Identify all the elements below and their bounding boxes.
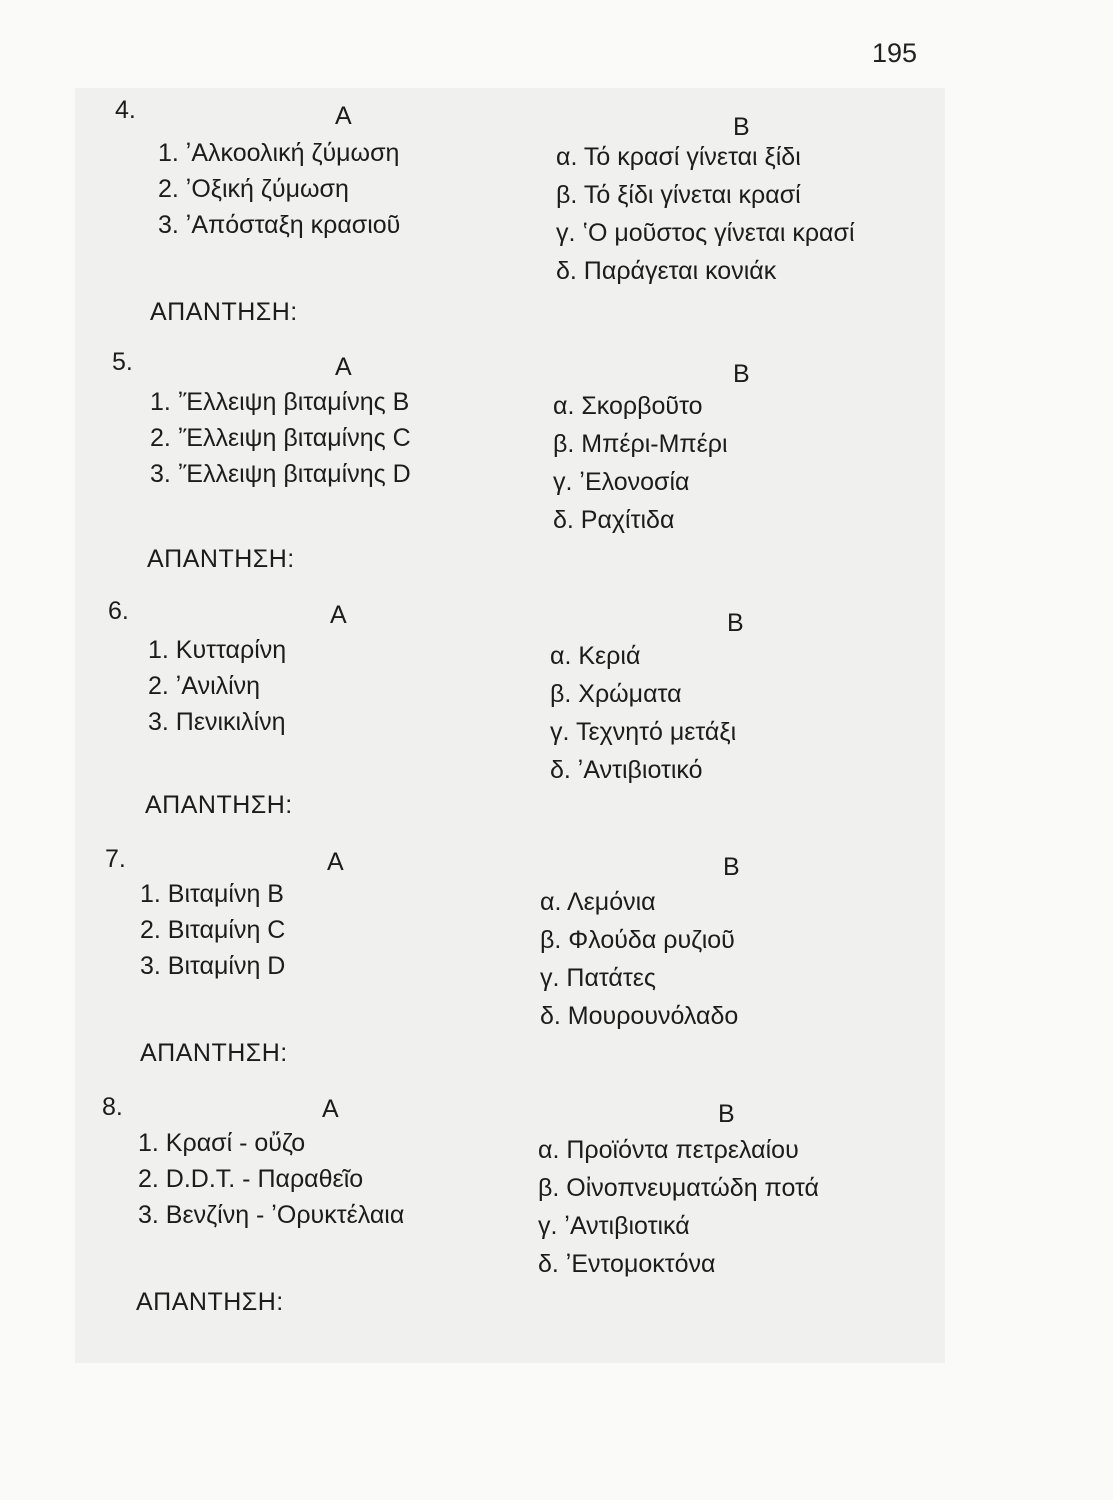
- list-item: 3. ʼΑπόσταξη κρασιοῦ: [158, 211, 401, 239]
- column-b-list: [550, 637, 736, 789]
- list-item: γ. ʼΑντιβιοτικά: [538, 1212, 690, 1240]
- list-item: δ. Ραχίτιδα: [553, 506, 675, 534]
- exercise-number: 6.: [108, 597, 129, 625]
- column-a-heading: Α: [327, 848, 344, 876]
- list-item: β. Τό ξίδι γίνεται κρασί: [556, 181, 801, 209]
- list-item: δ. ʼΕντομοκτόνα: [538, 1250, 716, 1278]
- list-item: 2. ʼΑνιλίνη: [148, 672, 261, 700]
- list-item: 3. Πενικιλίνη: [148, 708, 286, 736]
- list-item: γ. ʼΕλονοσία: [553, 468, 690, 496]
- column-b-heading: Β: [718, 1100, 735, 1128]
- list-item: 1. ʼΑλκοολική ζύμωση: [158, 139, 400, 167]
- column-a-heading: Α: [335, 353, 352, 381]
- list-item: δ. ʼΑντιβιοτικό: [550, 756, 703, 784]
- list-item: γ. Πατάτες: [540, 964, 656, 992]
- column-a-heading: Α: [330, 601, 347, 629]
- exercise-number: 8.: [102, 1093, 123, 1121]
- answer-label: ΑΠΑΝΤΗΣΗ:: [147, 545, 295, 573]
- list-item: 3. ʼΈλλειψη βιταμίνης D: [150, 460, 411, 488]
- list-item: γ. Τεχνητό μετάξι: [550, 718, 737, 746]
- column-b-list: [556, 138, 855, 290]
- list-item: α. Λεμόνια: [540, 888, 656, 916]
- column-a-list: [150, 384, 411, 492]
- column-a-heading: Α: [335, 102, 352, 130]
- list-item: 2. D.D.T. - Παραθεῖο: [138, 1165, 364, 1193]
- list-item: 1. Κυτταρίνη: [148, 636, 287, 664]
- list-item: 1. Βιταμίνη Β: [140, 880, 284, 908]
- column-b-heading: Β: [733, 360, 750, 388]
- column-b-list: [553, 387, 728, 539]
- answer-label: ΑΠΑΝΤΗΣΗ:: [150, 298, 298, 326]
- list-item: β. Οἰνοπνευματώδη ποτά: [538, 1174, 819, 1202]
- list-item: 1. Κρασί - οὔζο: [138, 1129, 306, 1157]
- column-a-heading: Α: [322, 1095, 339, 1123]
- column-b-list: [538, 1131, 819, 1283]
- column-a-list: [158, 135, 400, 243]
- list-item: 2. ʼΈλλειψη βιταμίνης C: [150, 424, 411, 452]
- list-item: α. Τό κρασί γίνεται ξίδι: [556, 143, 801, 171]
- list-item: δ. Παράγεται κονιάκ: [556, 257, 777, 285]
- list-item: β. Χρώματα: [550, 680, 682, 708]
- exercise-number: 7.: [105, 845, 126, 873]
- answer-label: ΑΠΑΝΤΗΣΗ:: [140, 1039, 288, 1067]
- list-item: β. Φλούδα ρυζιοῦ: [540, 926, 735, 954]
- list-item: 1. ʼΈλλειψη βιταμίνης Β: [150, 388, 410, 416]
- column-b-heading: Β: [727, 609, 744, 637]
- column-a-list: [148, 632, 286, 740]
- column-b-heading: Β: [733, 113, 750, 141]
- list-item: 2. Βιταμίνη C: [140, 916, 286, 944]
- list-item: δ. Μουρουνόλαδο: [540, 1002, 739, 1030]
- page-number: 195: [872, 38, 918, 68]
- exercise-number: 5.: [112, 348, 133, 376]
- column-b-list: [540, 883, 738, 1035]
- column-a-list: [138, 1125, 404, 1233]
- list-item: 3. Βενζίνη - ʼΟρυκτέλαια: [138, 1201, 405, 1229]
- exercise-number: 4.: [115, 96, 136, 124]
- list-item: 3. Βιταμίνη D: [140, 952, 286, 980]
- list-item: β. Μπέρι-Μπέρι: [553, 430, 728, 458]
- list-item: α. Προϊόντα πετρελαίου: [538, 1136, 799, 1164]
- list-item: 2. ʼΟξική ζύμωση: [158, 175, 349, 203]
- list-item: γ. ʽΟ μοῦστος γίνεται κρασί: [556, 219, 855, 247]
- answer-label: ΑΠΑΝΤΗΣΗ:: [136, 1288, 284, 1316]
- list-item: α. Κεριά: [550, 642, 641, 670]
- list-item: α. Σκορβοῦτο: [553, 392, 703, 420]
- answer-label: ΑΠΑΝΤΗΣΗ:: [145, 791, 293, 819]
- column-b-heading: Β: [723, 853, 740, 881]
- column-a-list: [140, 876, 285, 984]
